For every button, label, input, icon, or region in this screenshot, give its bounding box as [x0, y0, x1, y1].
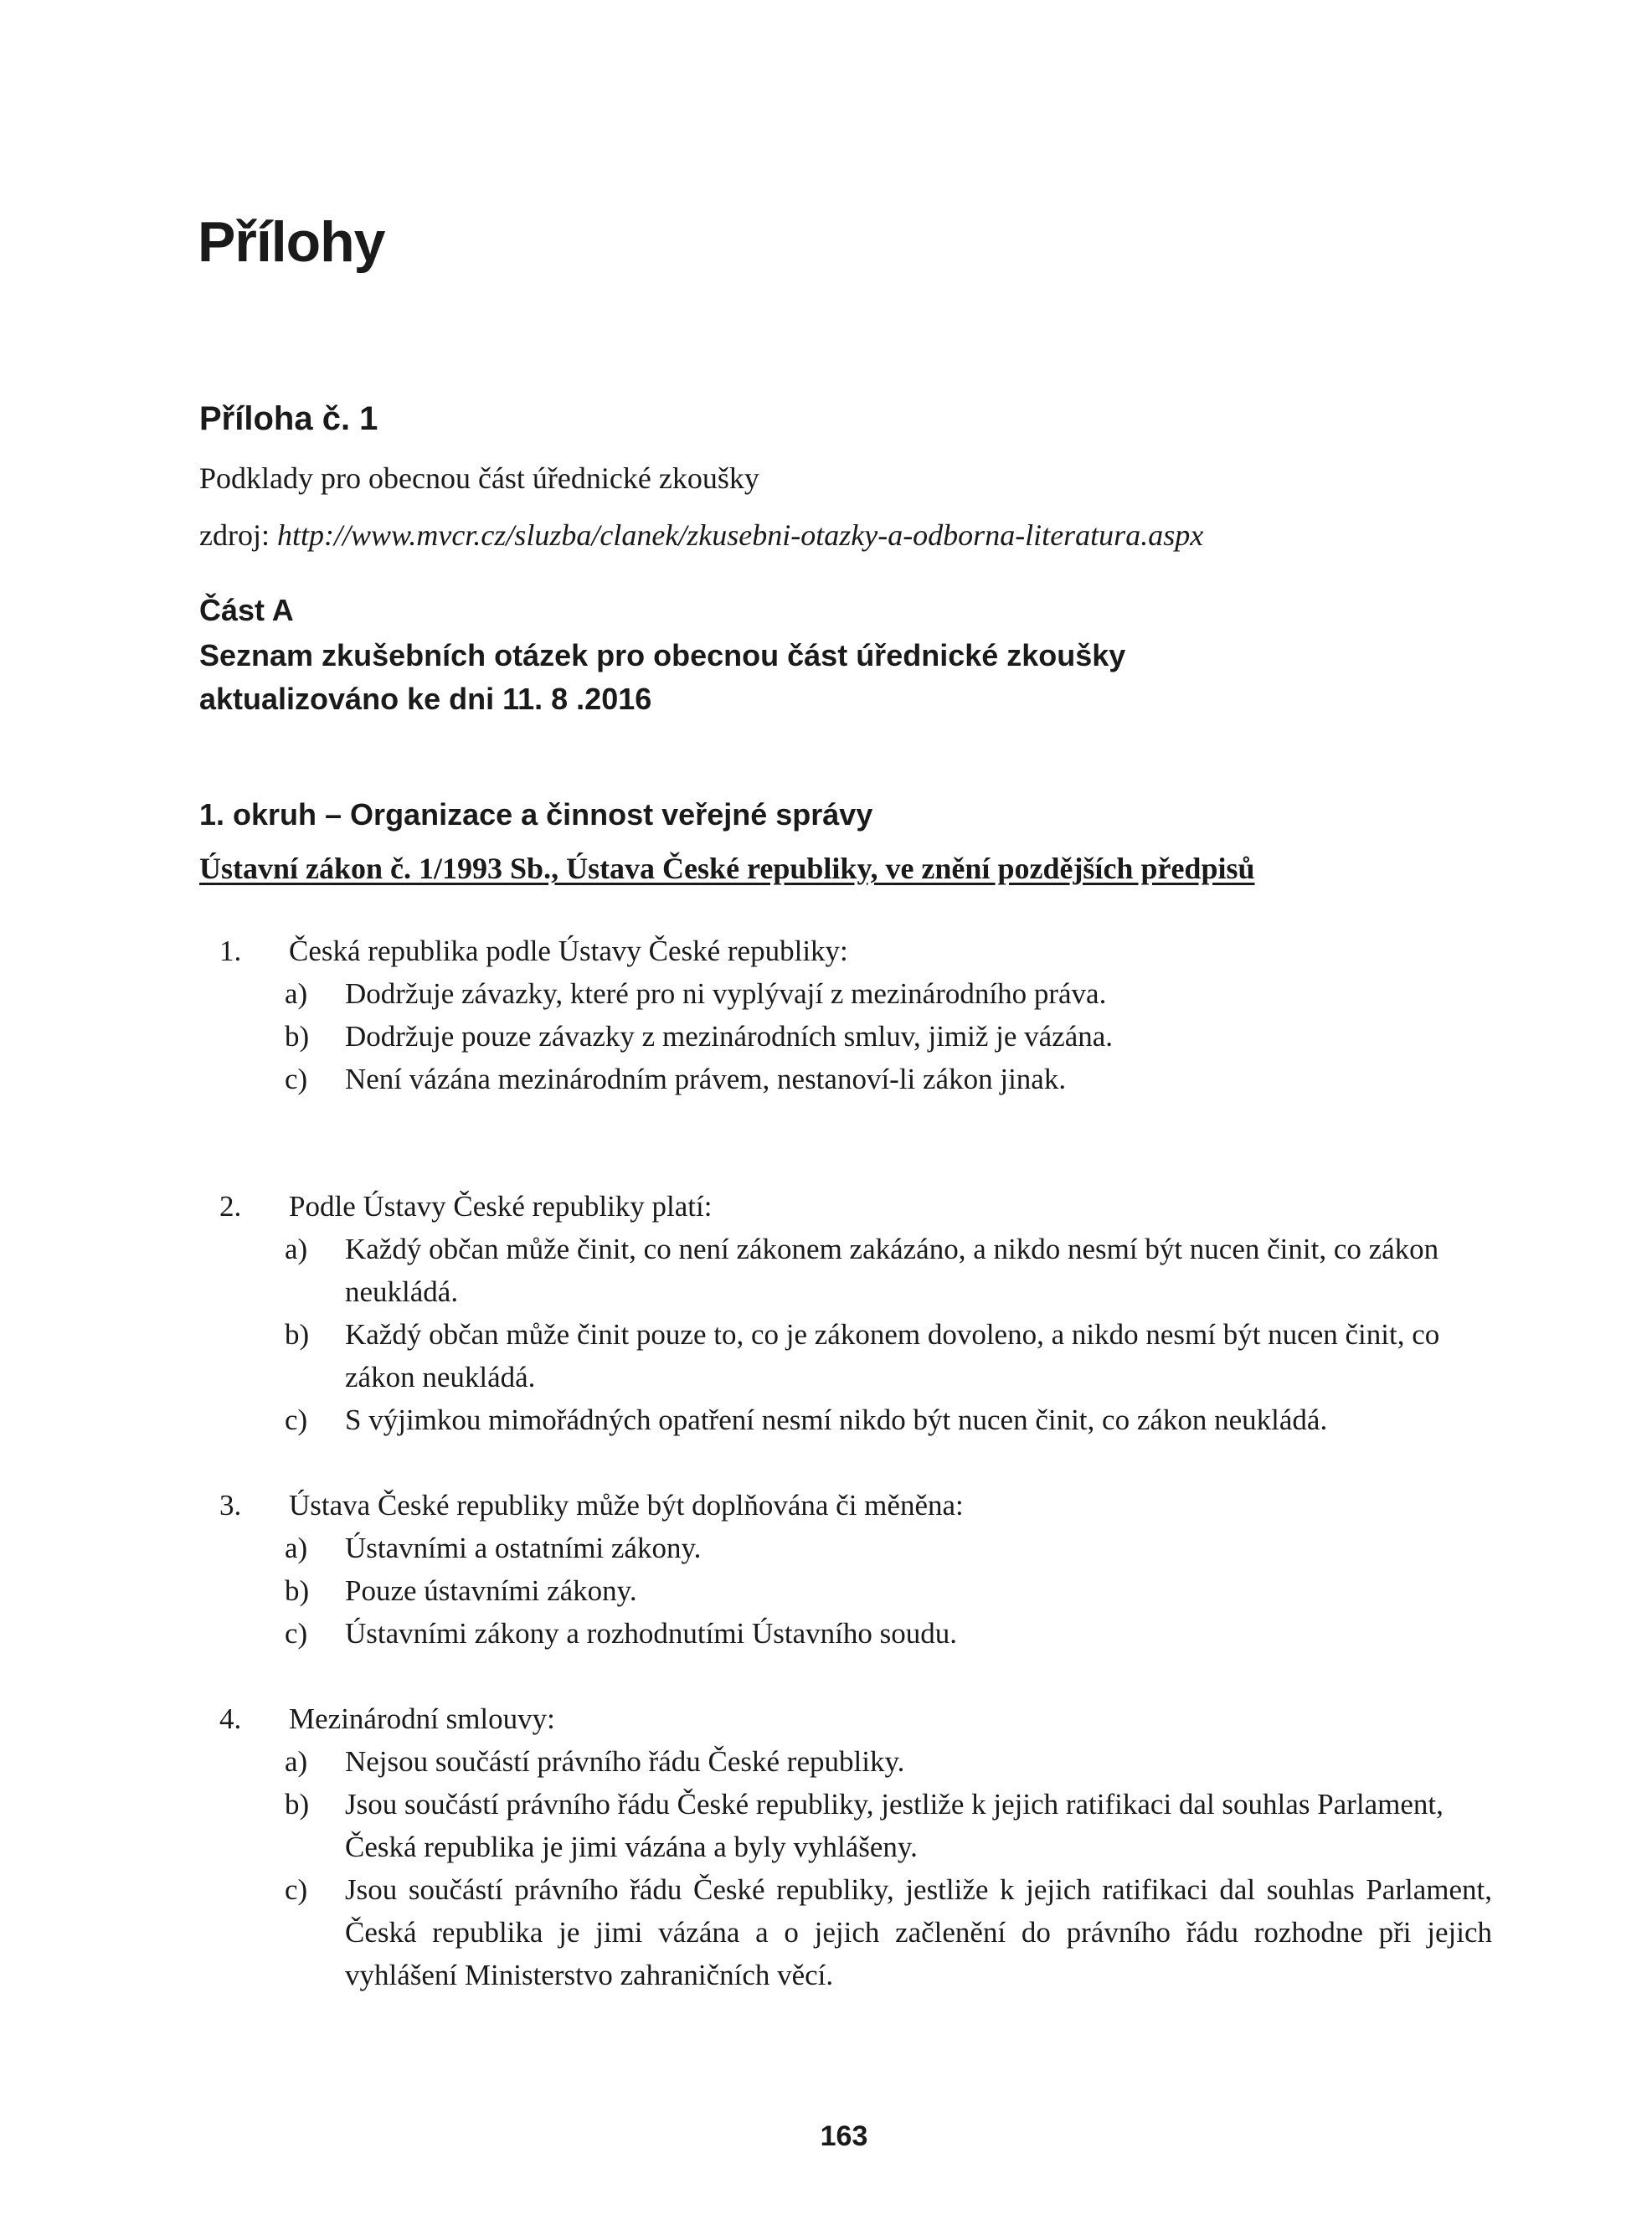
- option-letter: a): [285, 977, 308, 1010]
- question-text: Mezinárodní smlouvy:: [289, 1702, 555, 1735]
- law-title: Ústavní zákon č. 1/1993 Sb., Ústava České republiky, ve znění pozdějších předpisů: [199, 852, 1255, 885]
- answer-option: [285, 1313, 1492, 1398]
- option-letter: a): [285, 1532, 308, 1564]
- question-text: Podle Ústavy České republiky platí:: [289, 1190, 713, 1223]
- answer-option: [285, 972, 1492, 1015]
- option-text: Každý občan může činit, co není zákonem zakázáno, a nikdo nesmí být nucen činit, co zákon neukládá.: [345, 1233, 1439, 1308]
- answer-option: [285, 1228, 1492, 1313]
- option-text: Ústavními zákony a rozhodnutími Ústavního soudu.: [345, 1617, 958, 1650]
- answer-option: [285, 1569, 1492, 1612]
- list-title: Seznam zkušebních otázek pro obecnou část úřednické zkoušky: [199, 638, 1126, 672]
- answer-option: [285, 1868, 1492, 1996]
- question-number: 3.: [219, 1489, 242, 1522]
- updated-date: aktualizováno ke dni 11. 8 .2016: [199, 682, 652, 716]
- answer-option: [285, 1398, 1492, 1441]
- section-heading: 1. okruh – Organizace a činnost veřejné správy: [199, 797, 873, 832]
- option-text: Jsou součástí právního řádu České republiky, jestliže k jejich ratifikaci dal souhlas Parlament, Česká republika je jimi vázána a byly vyhlášeny.: [345, 1788, 1444, 1863]
- question: [219, 930, 1492, 1100]
- option-text: Ústavními a ostatními zákony.: [345, 1532, 702, 1564]
- answer-option: [285, 1783, 1492, 1868]
- question-number: 4.: [219, 1702, 242, 1735]
- option-letter: b): [285, 1318, 310, 1351]
- question-stem: [219, 930, 1492, 972]
- question-stem: [219, 1185, 1492, 1228]
- option-text: Každý občan může činit pouze to, co je zákonem dovoleno, a nikdo nesmí být nucen činit, co zákon neukládá.: [345, 1318, 1440, 1393]
- option-letter: b): [285, 1788, 310, 1821]
- question-text: Česká republika podle Ústavy České republiky:: [289, 935, 848, 967]
- option-letter: a): [285, 1233, 308, 1265]
- option-text: Není vázána mezinárodním právem, nestanoví-li zákon jinak.: [345, 1063, 1067, 1095]
- source-label: zdroj:: [199, 518, 270, 552]
- option-text: Pouze ústavními zákony.: [345, 1574, 637, 1607]
- option-letter: c): [285, 1873, 308, 1906]
- answer-option: [285, 1058, 1492, 1100]
- option-text: Dodržuje pouze závazky z mezinárodních smluv, jimiž je vázána.: [345, 1020, 1114, 1053]
- option-text: S výjimkou mimořádných opatření nesmí nikdo být nucen činit, co zákon neukládá.: [345, 1404, 1328, 1436]
- answer-option: [285, 1015, 1492, 1058]
- question-stem: [219, 1697, 1492, 1740]
- option-text: Dodržuje závazky, které pro ni vyplývají z mezinárodního práva.: [345, 977, 1107, 1010]
- answer-option: [285, 1740, 1492, 1783]
- annex-heading: Příloha č. 1: [199, 400, 378, 437]
- question: [219, 1697, 1492, 1996]
- question-number: 1.: [219, 935, 242, 967]
- option-letter: b): [285, 1574, 310, 1607]
- option-letter: b): [285, 1020, 310, 1053]
- page-title: Přílohy: [198, 210, 385, 274]
- question: [219, 1484, 1492, 1655]
- option-letter: c): [285, 1063, 308, 1095]
- source-line: [199, 518, 1203, 553]
- page-number: 163: [820, 2120, 868, 2152]
- answer-option: [285, 1527, 1492, 1569]
- option-text: Nejsou součástí právního řádu České republiky.: [345, 1745, 905, 1778]
- question-stem: [219, 1484, 1492, 1527]
- question-text: Ústava České republiky může být doplňována či měněna:: [289, 1489, 964, 1522]
- option-letter: c): [285, 1404, 308, 1436]
- question: [219, 1185, 1492, 1441]
- option-letter: c): [285, 1617, 308, 1650]
- part-heading: Část A: [199, 593, 294, 627]
- annex-subtitle: Podklady pro obecnou část úřednické zkoušky: [199, 461, 759, 495]
- answer-option: [285, 1612, 1492, 1655]
- option-text: Jsou součástí právního řádu České republiky, jestliže k jejich ratifikaci dal souhlas Parlament, Česká republika je jimi vázána a o jejich začlenění do právního řádu rozhodne při jejich vyhlášení Ministerstvo zahraničních věcí.: [345, 1873, 1492, 1991]
- source-url: http://www.mvcr.cz/sluzba/clanek/zkusebni-otazky-a-odborna-literatura.aspx: [276, 518, 1204, 552]
- option-letter: a): [285, 1745, 308, 1778]
- question-number: 2.: [219, 1190, 242, 1223]
